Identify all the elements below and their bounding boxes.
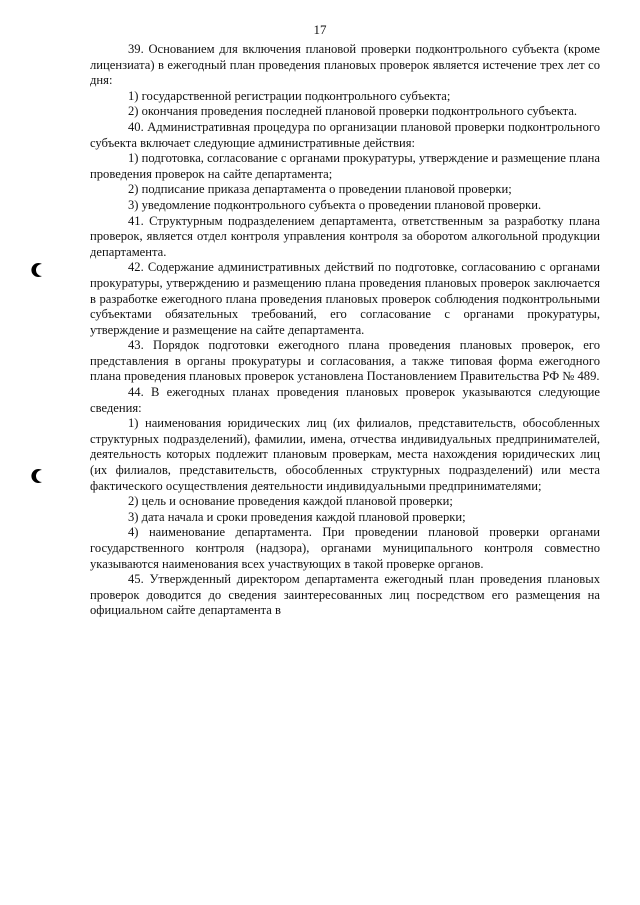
binder-hole-mark [30,262,46,278]
list-item: 3) дата начала и сроки проведения каждой плановой проверки; [128,509,466,524]
paragraph-42: 42. Содержание административных действий по подготовке, согласованию с органами прокуратуры, утверждению и размещению плана проведения плановых проверок заключается в разработке ежегодного плана проведения плановых проверок соблюдения подконтрольными субъектами обязательных требований, его согласование с органами прокуратуры, утверждение и размещение на сайте департамента. [90,260,600,337]
paragraph-44: 44. В ежегодных планах проведения плановых проверок указываются следующие сведения: [90,385,600,415]
binder-hole-mark [30,468,46,484]
list-item: 1) наименования юридических лиц (их филиалов, представительств, обособленных структурных подразделений), фамилии, имена, отчества индивидуальных предпринимателей, деятельность которых подлежит плановым проверкам, места нахождения юридических лиц (их филиалов, представительств, обособленных структурных подразделений) или места фактического осуществления деятельности индивидуальными предпринимателями; [90,416,600,493]
list-item: 2) подписание приказа департамента о проведении плановой проверки; [128,182,512,197]
page-number: 17 [313,22,327,37]
list-item: 4) наименование департамента. При проведении плановой проверки органами государственного контроля (надзора), органами муниципального контроля совместно указываются наименования всех участвующих в такой проверке органов. [90,525,600,571]
list-item: 2) цель и основание проведения каждой плановой проверки; [128,494,453,509]
list-item: 2) окончания проведения последней плановой проверки подконтрольного субъекта. [128,104,578,119]
list-item: 1) подготовка, согласование с органами прокуратуры, утверждение и размещение плана проведения проверок на сайте департамента; [90,151,601,181]
document-body [90,42,600,619]
paragraph-39: 39. Основанием для включения плановой проверки подконтрольного субъекта (кроме лицензиата) в ежегодный план проведения плановых проверок является истечение трех лет со дня: [90,42,600,88]
paragraph-45: 45. Утвержденный директором департамента ежегодный план проведения плановых проверок доводится до сведения заинтересованных лиц посредством его размещения на официальном сайте департамента в [90,572,600,618]
paragraph-40: 40. Административная процедура по организации плановой проверки подконтрольного субъекта включает следующие административные действия: [90,119,600,150]
list-item: 3) уведомление подконтрольного субъекта о проведении плановой проверки. [128,197,542,212]
paragraph-41: 41. Структурным подразделением департамента, ответственным за разработку плана проверок, является отдел контроля управления контроля за оборотом алкогольной продукции департамента. [90,213,600,259]
paragraph-43: 43. Порядок подготовки ежегодного плана проведения плановых проверок, его представления в органы прокуратуры и согласования, а также типовая форма ежегодного плана проведения плановых проверок установлена Постановлением Правительства РФ № 489. [90,338,600,384]
list-item: 1) государственной регистрации подконтрольного субъекта; [128,88,451,103]
